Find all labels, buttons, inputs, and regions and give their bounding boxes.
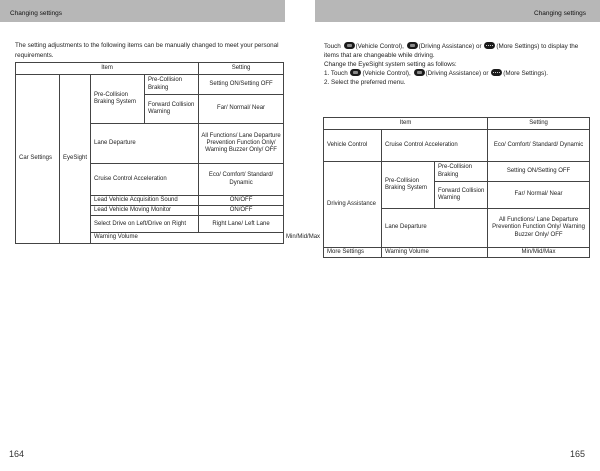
select-drive-cell: Select Drive on Left/Drive on Right	[91, 216, 199, 233]
lane-departure-value: All Functions/ Lane Departure Prevention Function Only/ Warning Buzzer Only/ OFF	[199, 124, 284, 164]
page-header-title: Changing settings	[10, 10, 63, 17]
instruction-text: (Vehicle Control),	[362, 70, 411, 78]
page-number: 164	[9, 449, 25, 459]
fcw-value: Far/ Normal/ Near	[199, 95, 284, 124]
fcw-value: Far/ Normal/ Near	[488, 182, 590, 209]
instructions	[324, 42, 590, 88]
driving-assistance-cell: Driving Assistance	[324, 162, 382, 248]
lvas-cell: Lead Vehicle Acquisition Sound	[91, 196, 199, 206]
instruction-line	[324, 42, 590, 61]
column-header-item: Item	[324, 118, 488, 130]
table-row	[16, 75, 284, 95]
page-header-title: Changing settings	[533, 10, 586, 17]
column-header-item: Item	[16, 63, 199, 75]
driving-assistance-icon	[407, 42, 418, 49]
pcb-cell: Pre-Collision Braking System	[91, 75, 145, 124]
lane-departure-cell: Lane Departure	[91, 124, 199, 164]
more-settings-cell: More Settings	[324, 248, 382, 258]
lvmm-value: ON/OFF	[199, 206, 284, 216]
settings-table	[323, 117, 590, 258]
table-header-row	[324, 118, 590, 130]
more-settings-icon	[491, 69, 502, 76]
cca-value: Eco/ Comfort/ Standard/ Dynamic	[488, 130, 590, 162]
intro-paragraph: The setting adjustments to the following items can be manually changed to meet your personal requirements.	[15, 42, 279, 59]
table-header-row	[16, 63, 284, 75]
pcb-braking-cell: Pre-Collision Braking	[145, 75, 199, 95]
warning-volume-cell: Warning Volume	[91, 233, 284, 243]
fcw-cell: Forward Collision Warning	[145, 95, 199, 124]
pcb-cell: Pre-Collision Braking System	[382, 162, 435, 209]
table-row	[324, 248, 590, 258]
instruction-step-2: 2. Select the preferred menu.	[324, 79, 406, 87]
pcb-braking-cell: Pre-Collision Braking	[435, 162, 488, 182]
column-header-setting: Setting	[488, 118, 590, 130]
pcb-braking-value: Setting ON/Setting OFF	[199, 75, 284, 95]
instruction-text: 1. Touch	[324, 70, 348, 78]
page-number: 165	[569, 449, 585, 459]
warning-volume-value: Min/Mid/Max	[488, 248, 590, 258]
cca-value: Eco/ Comfort/ Standard/ Dynamic	[199, 164, 284, 196]
vehicle-control-icon	[350, 69, 361, 76]
page-header-bar	[0, 0, 285, 22]
warning-volume-cell: Warning Volume	[382, 248, 488, 258]
lvmm-cell: Lead Vehicle Moving Monitor	[91, 206, 199, 216]
table-row	[324, 130, 590, 162]
pcb-braking-value: Setting ON/Setting OFF	[488, 162, 590, 182]
more-settings-icon	[484, 42, 495, 49]
lane-departure-value: All Functions/ Lane Departure Prevention Function Only/ Warning Buzzer Only/ OFF	[488, 209, 590, 248]
select-drive-value: Right Lane/ Left Lane	[199, 216, 284, 233]
settings-table	[15, 62, 321, 244]
vehicle-control-icon	[344, 42, 355, 49]
lane-departure-cell: Lane Departure	[382, 209, 488, 248]
instruction-text: (More Settings).	[503, 70, 549, 78]
vehicle-control-cell: Vehicle Control	[324, 130, 382, 162]
driving-assistance-icon	[414, 69, 425, 76]
instruction-line: Change the EyeSight system setting as follows:	[324, 60, 457, 68]
page-header-bar	[315, 0, 600, 22]
table-row: Warning Volume Min/Mid/Max	[16, 233, 284, 243]
cca-cell: Cruise Control Acceleration	[382, 130, 488, 162]
column-header-setting: Setting	[199, 63, 284, 75]
fcw-cell: Forward Collision Warning	[435, 182, 488, 209]
instruction-step-1	[324, 69, 590, 79]
instruction-text: (Driving Assistance) or	[418, 43, 482, 50]
eyesight-cell: EyeSight	[60, 75, 91, 244]
instruction-text: Touch	[324, 43, 341, 50]
car-settings-cell: Car Settings	[16, 75, 60, 244]
table-row	[324, 162, 590, 182]
instruction-text: (Vehicle Control),	[355, 43, 404, 50]
instruction-text: (Driving Assistance) or	[425, 70, 489, 78]
lvas-value: ON/OFF	[199, 196, 284, 206]
instruction-text: (More Settings) to display the items that are changeable while driving.	[324, 43, 579, 59]
cca-cell: Cruise Control Acceleration	[91, 164, 199, 196]
